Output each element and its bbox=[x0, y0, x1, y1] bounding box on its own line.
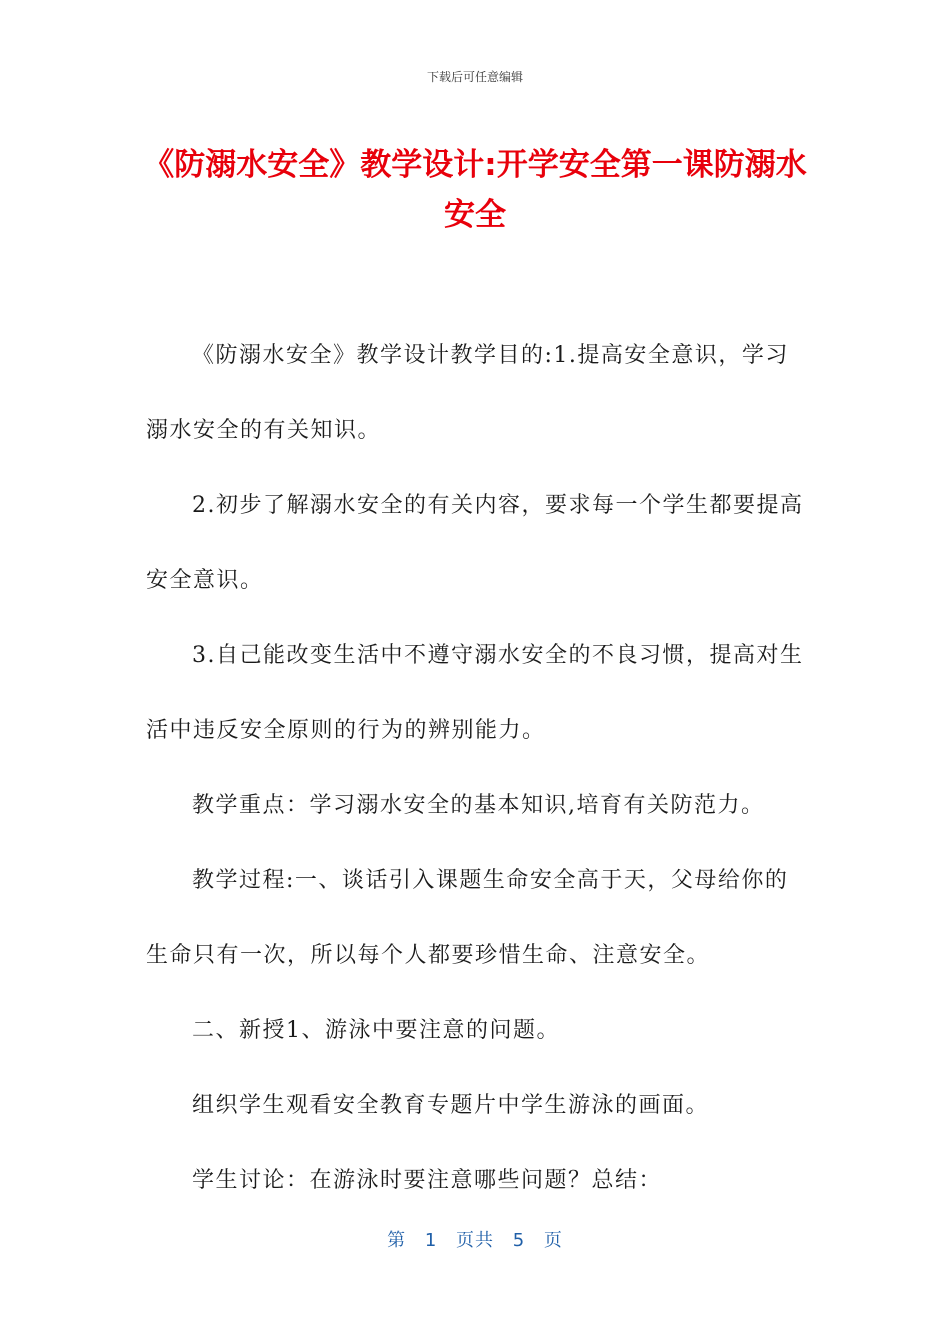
document-title: 《防溺水安全》教学设计:开学安全第一课防溺水安全 bbox=[143, 147, 807, 233]
paragraph-video: 组织学生观看安全教育专题片中学生游泳的画面。 bbox=[192, 1093, 710, 1118]
paragraph-objective-2: 2.初步了解溺水安全的有关内容，要求每一个学生都要提高安全意识。 bbox=[146, 493, 804, 593]
paragraph-objective-3: 3.自己能改变生活中不遵守溺水安全的不良习惯，提高对生活中违反安全原则的行为的辨别能力。 bbox=[146, 643, 804, 743]
page-footer bbox=[0, 1226, 950, 1252]
paragraph-new-lesson: 二、新授1、游泳中要注意的问题。 bbox=[192, 1018, 560, 1043]
document-body bbox=[146, 318, 806, 1218]
page-middle: 页共 bbox=[456, 1230, 494, 1251]
page-total: 5 bbox=[512, 1230, 526, 1251]
header-note: 下载后可任意编辑 bbox=[426, 70, 523, 84]
paragraph-discussion: 学生讨论：在游泳时要注意哪些问题？总结： bbox=[192, 1168, 663, 1193]
page-prefix: 第 bbox=[387, 1230, 407, 1251]
page-suffix: 页 bbox=[543, 1230, 563, 1251]
paragraph-objectives: 《防溺水安全》教学设计教学目的:1.提高安全意识，学习溺水安全的有关知识。 bbox=[146, 343, 789, 443]
paragraph-process: 教学过程:一、谈话引入课题生命安全高于天，父母给你的生命只有一次，所以每个人都要珍惜生命、注意安全。 bbox=[146, 868, 789, 968]
page-number: 1 bbox=[424, 1230, 438, 1251]
paragraph-key-points: 教学重点：学习溺水安全的基本知识,培育有关防范力。 bbox=[192, 793, 765, 818]
